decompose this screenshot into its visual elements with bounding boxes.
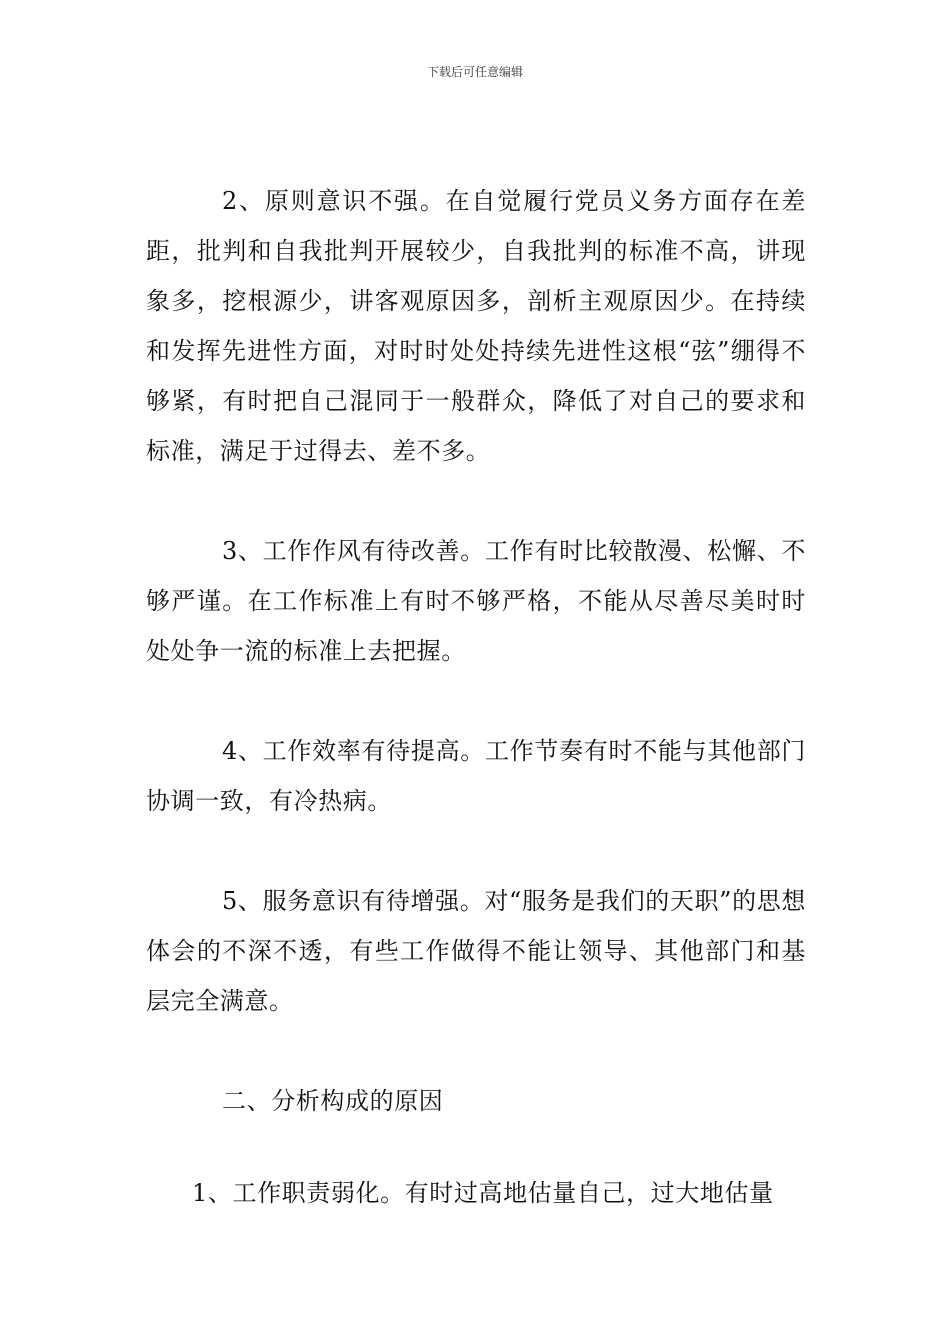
paragraph-job-responsibility: 1、工作职责弱化。有时过高地估量自己，过大地估量 xyxy=(192,1179,774,1207)
page-header: 下载后可任意编辑 xyxy=(426,65,523,79)
paragraph-service-awareness: 5、服务意识有待增强。对“服务是我们的天职”的思想体会的不深不透，有些工作做得不能让领导、其他部门和基层完全满意。 xyxy=(146,887,806,1015)
document-body xyxy=(146,176,806,1218)
paragraph-principle-awareness: 2、原则意识不强。在自觉履行党员义务方面存在差距，批判和自我批判开展较少，自我批判的标准不高，讲现象多，挖根源少，讲客观原因多，剖析主观原因少。在持续和发挥先进性方面，对时时处处持续先进性这根“弦”绷得不够紧，有时把自己混同于一般群众，降低了对自己的要求和标准，满足于过得去、差不多。 xyxy=(146,187,806,465)
section-heading: 二、分析构成的原因 xyxy=(222,1087,444,1115)
paragraph-work-style: 3、工作作风有待改善。工作有时比较散漫、松懈、不够严谨。在工作标准上有时不够严格，不能从尽善尽美时时处处争一流的标准上去把握。 xyxy=(146,537,806,665)
paragraph-work-efficiency: 4、工作效率有待提高。工作节奏有时不能与其他部门协调一致，有冷热病。 xyxy=(146,737,806,815)
